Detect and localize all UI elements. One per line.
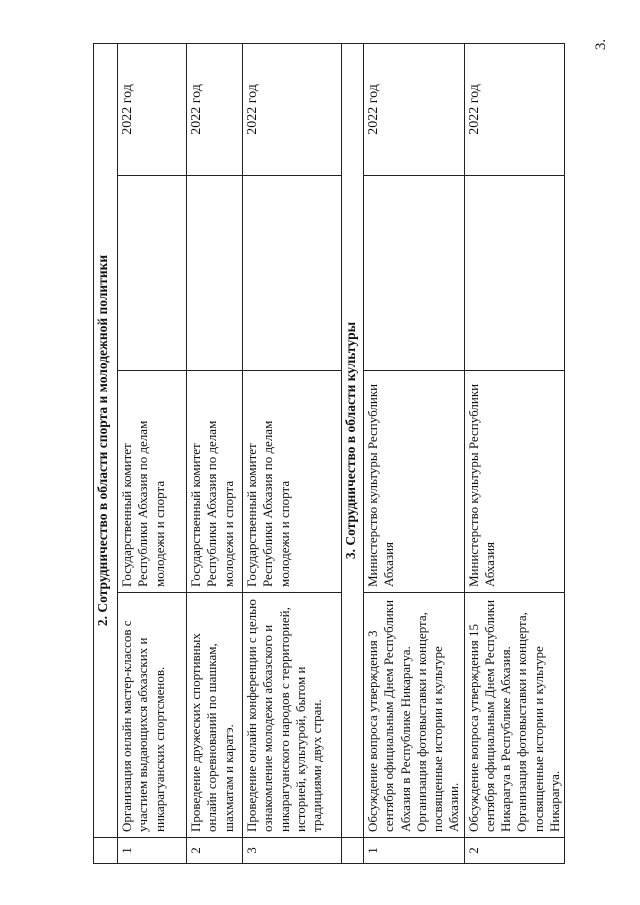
deadline-year: 2022 год bbox=[364, 43, 465, 175]
plan-table bbox=[93, 43, 565, 864]
responsible-party: Государственный комитет Республики Абхазия по делам молодежи и спорта bbox=[187, 371, 243, 593]
row-number: 1 bbox=[364, 838, 465, 864]
table-row bbox=[118, 43, 187, 863]
responsible-party: Министерство культуры Республики Абхазия bbox=[364, 371, 465, 593]
plan-table-container bbox=[93, 44, 562, 864]
table-cell-empty bbox=[118, 176, 187, 371]
deadline-year: 2022 год bbox=[464, 43, 565, 175]
table-row bbox=[464, 43, 565, 863]
table-cell-empty bbox=[243, 176, 342, 371]
row-number: 1 bbox=[118, 838, 187, 864]
table-row bbox=[243, 43, 342, 863]
page-number: 3. bbox=[593, 38, 610, 50]
event-description: Обсуждение вопроса утверждения 15 сентября официальным Днем Республики Никарагуа в Республике Абхазия. Организация фотовыставки и концерта, посвященные истории и культуре Никарагуа. bbox=[464, 593, 565, 838]
responsible-party: Государственный комитет Республики Абхазия по делам молодежи и спорта bbox=[243, 371, 342, 593]
deadline-year: 2022 год bbox=[243, 43, 342, 175]
responsible-party: Государственный комитет Республики Абхазия по делам молодежи и спорта bbox=[118, 371, 187, 593]
table-cell-empty bbox=[94, 838, 118, 864]
row-number: 2 bbox=[187, 838, 243, 864]
section-header-row bbox=[342, 43, 364, 863]
table-row bbox=[364, 43, 465, 863]
section-header-row bbox=[94, 43, 118, 863]
table-row bbox=[187, 43, 243, 863]
row-number: 3 bbox=[243, 838, 342, 864]
event-description: Обсуждение вопроса утверждения 3 сентября официальным Днем Республики Абхазия в Республике Никарагуа. Организация фотовыставки и концерта, посвященные истории и культуре Абхазии. bbox=[364, 593, 465, 838]
deadline-year: 2022 год bbox=[118, 43, 187, 175]
row-number: 2 bbox=[464, 838, 565, 864]
table-cell-empty bbox=[342, 838, 364, 864]
table-cell-empty bbox=[464, 176, 565, 371]
table-cell-empty bbox=[364, 176, 465, 371]
deadline-year: 2022 год bbox=[187, 43, 243, 175]
responsible-party: Министерство культуры Республики Абхазия bbox=[464, 371, 565, 593]
event-description: Проведение дружеских спортивных онлайн соревнований по шашкам, шахматам и каратэ. bbox=[187, 593, 243, 838]
section-title: 3. Сотрудничество в области культуры bbox=[342, 43, 364, 837]
section-title: 2. Сотрудничество в области спорта и молодежной политики bbox=[94, 43, 118, 837]
event-description: Проведение онлайн конференции с целью ознакомление молодежи абхазского и никарагуанского народов с территорией, историей, культурой, бытом и традициями двух стран. bbox=[243, 593, 342, 838]
table-cell-empty bbox=[187, 176, 243, 371]
event-description: Организация онлайн мастер-классов с участием выдающихся абхазских и никарагуанских спортсменов. bbox=[118, 593, 187, 838]
